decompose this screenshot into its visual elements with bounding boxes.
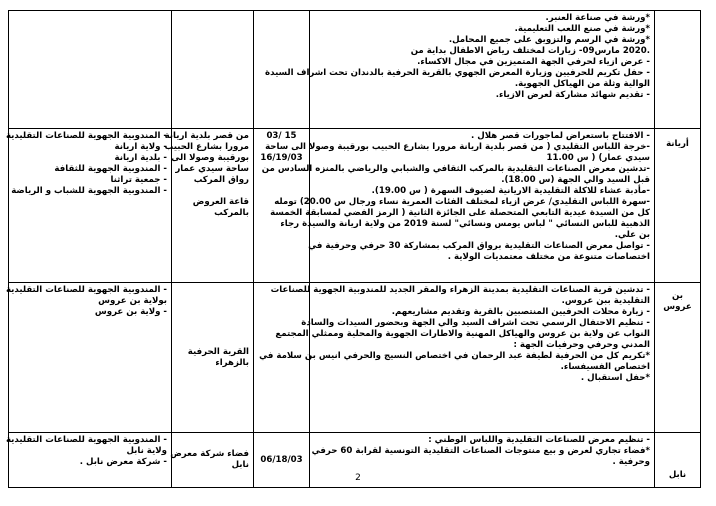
program-cell-line: *ورشة في صنع اللعب التعليمية.: [514, 24, 650, 34]
partners-cell-line: - المندوبية الجهوية للشباب و الرياضة: [11, 186, 167, 196]
program-cell-line: النواب عن ولاية بن عروس والهياكل المهنية والاطارات الجهوية والمحلية وممثلي المجتمع: [275, 329, 650, 339]
program-cell-line: قبل السيد والي الجهة (س 18.00).: [501, 175, 650, 185]
place-cell-line: قاعة العروض: [192, 197, 249, 207]
program-cell-line: - الافتتاح باستعراض لماجورات قصر هلال .: [470, 131, 650, 141]
place-cell: [172, 11, 254, 129]
program-cell-line: اختصاصات متنوعة من مختلف معتمديات الولاية .: [447, 252, 650, 262]
place-cell-line: رواق المركب: [193, 175, 249, 185]
program-cell-line: - تواصل معرض الصناعات التقليدية برواق المركب بمشاركة 30 حرفي وحرفية في: [308, 241, 650, 251]
partners-cell: [5, 283, 172, 433]
program-cell-line: -سهرة اللباس التقليدي/ عرض ازياء لمختلف الفئات العمرية نساء ورجال س 20.00) تومله: [274, 197, 650, 207]
program-cell-line: المدني وحرفي وحرفيات الجهة :: [513, 340, 650, 350]
program-cell-line: *ورشة في الرسم والتزويق على جميع المحامل.: [448, 35, 650, 45]
program-cell-line: -تدشين معرض الصناعات التقليدية بالمركب الثقافي والشبابي والرياضي بالمنزه السادس من: [261, 164, 650, 174]
program-cell-line: وحرفية .: [612, 457, 650, 467]
program-cell-line: الوالية وثلة من الهياكل الجهوية.: [514, 79, 650, 89]
table-row: [9, 129, 701, 283]
partners-cell-line: - بلدية اريانة: [114, 153, 167, 163]
program-cell-line: - حفل تكريم للحرفيين وزيارة المعرض الجهوي بالقرية الحرفية بالدندان تحت اشراف السيدة: [265, 68, 650, 78]
program-cell-line: التقليدية ببن عروس.: [561, 296, 650, 306]
program-cell-line: - عرض ازياء لحرفي الجهة المتميزين في مجال الاكساء.: [417, 57, 650, 67]
place-cell-line: فضاء شركة معرض: [170, 449, 249, 459]
program-cell-line: .2020 مارس09- زيارات لمختلف رياض الاطفال بداية من: [410, 46, 650, 56]
partners-cell-line: - شركة معرض نابل .: [79, 457, 167, 467]
region-cell: [655, 129, 701, 283]
program-cell-line: - تنظيم الاحتفال الرسمي تحت اشراف السيد والي الجهة وبحضور السيدات والسادة: [301, 318, 650, 328]
program-cell: [265, 11, 655, 129]
place-cell: [172, 283, 254, 433]
region-cell-text: أريانة: [666, 139, 689, 149]
program-cell-line: - تنظيم معرض للصناعات التقليدية واللباس الوطني :: [428, 435, 650, 445]
table-row: [9, 11, 701, 129]
region-cell: [655, 283, 701, 433]
place-cell-line: من قصر بلدية اريانة: [164, 131, 249, 141]
program-cell-line: كل من السيدة عيدية التابعي المتحصلة على الجائزة الثانية ( الرمز الفضي لمسابقة الخمسة: [270, 208, 650, 218]
place-cell-line: القرية الحرفية: [187, 346, 249, 357]
region-cell-text: بن عروس: [663, 291, 692, 312]
region-cell-text: نابل: [668, 470, 687, 480]
date-cell-line: 06/18/03: [260, 454, 303, 465]
partners-cell-line: - المندوبية الجهوية للثقافة: [54, 164, 167, 174]
program-cell-line: *حفل استقبال .: [580, 373, 650, 383]
place-cell-line: بورقيبة وصولا الى: [171, 153, 249, 163]
partners-cell-line: - جمعية تراثنا: [110, 175, 167, 185]
program-cell-line: -مأدبة عشاء للاكلة التقليدية الاريانية لضيوف السهرة ( س 19.00).: [371, 186, 650, 196]
program-cell-line: الذهبية للباس النسائي " لباس يومس ونسائي" لسنة 2019 من ولاية اريانة والسيدة رجاء: [280, 219, 650, 229]
program-cell-line: - زيارة محلات الحرفيين المنتصبين بالقرية وتقديم مشاريعهم.: [391, 307, 650, 317]
place-cell-line: نابل: [231, 460, 249, 470]
program-cell-line: - تدشين قرية الصناعات التقليدية بمدينة الزهراء والمقر الجديد للمندوبية الجهوية للصناعات: [270, 285, 650, 295]
place-cell-line: بالزهراء: [215, 357, 249, 368]
program-cell-line: *فضاء تجاري لعرض و بيع منتوجات الصناعات التقليدية التونسية لقرابة 60 حرفي: [311, 446, 650, 456]
region-cell: [655, 11, 701, 129]
partners-cell: [9, 11, 172, 129]
place-cell-line: [176, 186, 249, 197]
program-cell-line: - تقديم شهائد مشاركة لعرض الازياء.: [495, 90, 650, 100]
partners-cell: [5, 129, 172, 283]
place-cell-line: مرورا بشارع الحبيب: [164, 142, 249, 152]
place-cell-line: ساحة سيدي عمار: [175, 164, 249, 174]
program-cell: [259, 283, 655, 433]
program-table: [5, 10, 701, 488]
page-number: 2: [355, 473, 361, 483]
program-cell-line: *تكريم كل من الحرفية لطيفة عبد الرحمان في اختصاص النسيج والحرفي انيس بن سلامة في: [259, 351, 650, 361]
partners-cell-line: - المندوبية الجهوية للصناعات التقليدية: [5, 131, 167, 141]
partners-cell-line: - ولاية بن عروس: [94, 307, 167, 317]
partners-cell-line: - المندوبية الجهوية للصناعات التقليدية: [5, 285, 167, 295]
partners-cell-line: - ولاية اريانة: [114, 142, 167, 152]
partners-cell-line: بولاية بن عروس: [98, 296, 167, 306]
table-row: [9, 283, 701, 433]
program-cell-line: اختصاص الفسيفساء.: [560, 362, 650, 372]
program-cell-line: سيدي عمار) ( س 11.00: [546, 153, 650, 163]
program-cell-line: *ورشة في صناعة العنبر.: [545, 13, 650, 23]
place-cell-line: بالمركب: [214, 208, 249, 218]
program-cell-line: -خرجة اللباس التقليدي ( من قصر بلدية اريانة مرورا بشارع الحبيب بورقيبة وصولا الى ساحة: [265, 142, 650, 152]
partners-cell-line: ولاية نابل: [126, 446, 167, 456]
date-cell-line: 16/19/03: [260, 153, 303, 163]
date-cell-line: 15 /03: [266, 131, 297, 141]
partners-cell-line: - المندوبية الجهوية للصناعات التقليدية: [5, 435, 167, 445]
place-cell: [164, 129, 254, 283]
program-cell-line: بن علي.: [614, 230, 650, 240]
